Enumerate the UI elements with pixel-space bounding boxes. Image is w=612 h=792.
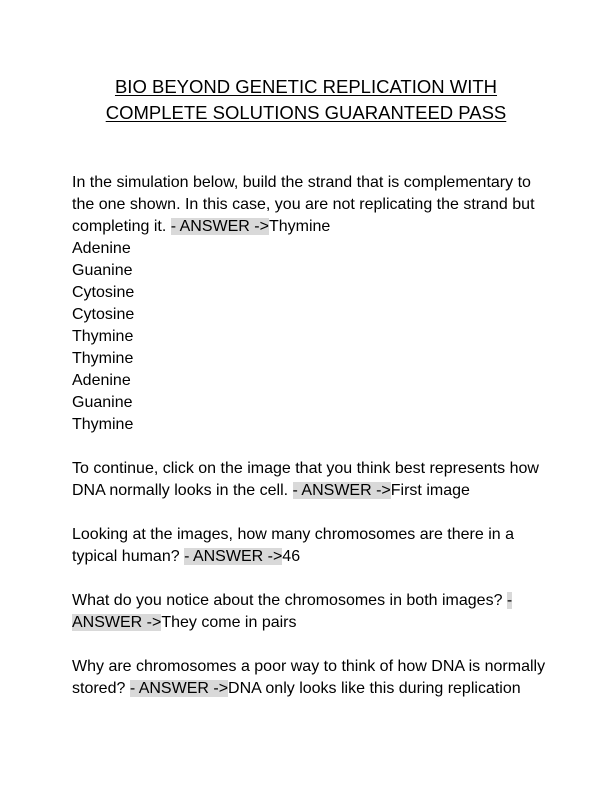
question-text: In the simulation below, build the strand that is complementary to the one shown. In this case, you are not replicating the strand but completing it. xyxy=(72,174,535,235)
answer-marker: - ANSWER -> xyxy=(72,592,513,631)
answer-marker: - ANSWER -> xyxy=(184,548,283,565)
answer-text: They come in pairs xyxy=(161,614,297,631)
title-line-2: COMPLETE SOLUTIONS GUARANTEED PASS xyxy=(105,102,507,123)
answer-text: First image xyxy=(390,482,470,499)
answer-list-item: Thymine xyxy=(72,350,134,367)
answer-list-item: Guanine xyxy=(72,394,133,411)
answer-marker: - ANSWER -> xyxy=(170,218,269,235)
qa-item-1 xyxy=(72,172,552,436)
question-text: To continue, click on the image that you think best represents how DNA normally looks in the cell. xyxy=(72,460,539,499)
answer-text: DNA only looks like this during replication xyxy=(228,680,521,697)
answer-list-item: Thymine xyxy=(72,416,134,433)
qa-item-3 xyxy=(72,524,552,568)
answer-list-item: Guanine xyxy=(72,262,133,279)
answer-marker: - ANSWER -> xyxy=(129,680,229,697)
answer-list-item: Cytosine xyxy=(72,306,135,323)
answer-list-item: Thymine xyxy=(72,328,134,345)
answer-list-item: Adenine xyxy=(72,240,131,257)
answer-marker: - ANSWER -> xyxy=(292,482,391,499)
answer-text: 46 xyxy=(282,548,301,565)
answer-list-item: Cytosine xyxy=(72,284,135,301)
answer-list-item: Adenine xyxy=(72,372,131,389)
document-title xyxy=(60,74,552,126)
qa-item-2 xyxy=(72,458,552,502)
qa-item-5 xyxy=(72,656,552,700)
title-line-1: BIO BEYOND GENETIC REPLICATION WITH xyxy=(114,76,498,97)
answer-text: Thymine xyxy=(268,218,331,235)
qa-item-4 xyxy=(72,590,552,634)
question-text: What do you notice about the chromosomes in both images? xyxy=(72,592,507,609)
document-body xyxy=(72,172,552,722)
question-text: Looking at the images, how many chromosomes are there in a typical human? xyxy=(72,526,515,565)
question-text: Why are chromosomes a poor way to think of how DNA is normally stored? xyxy=(72,658,546,697)
